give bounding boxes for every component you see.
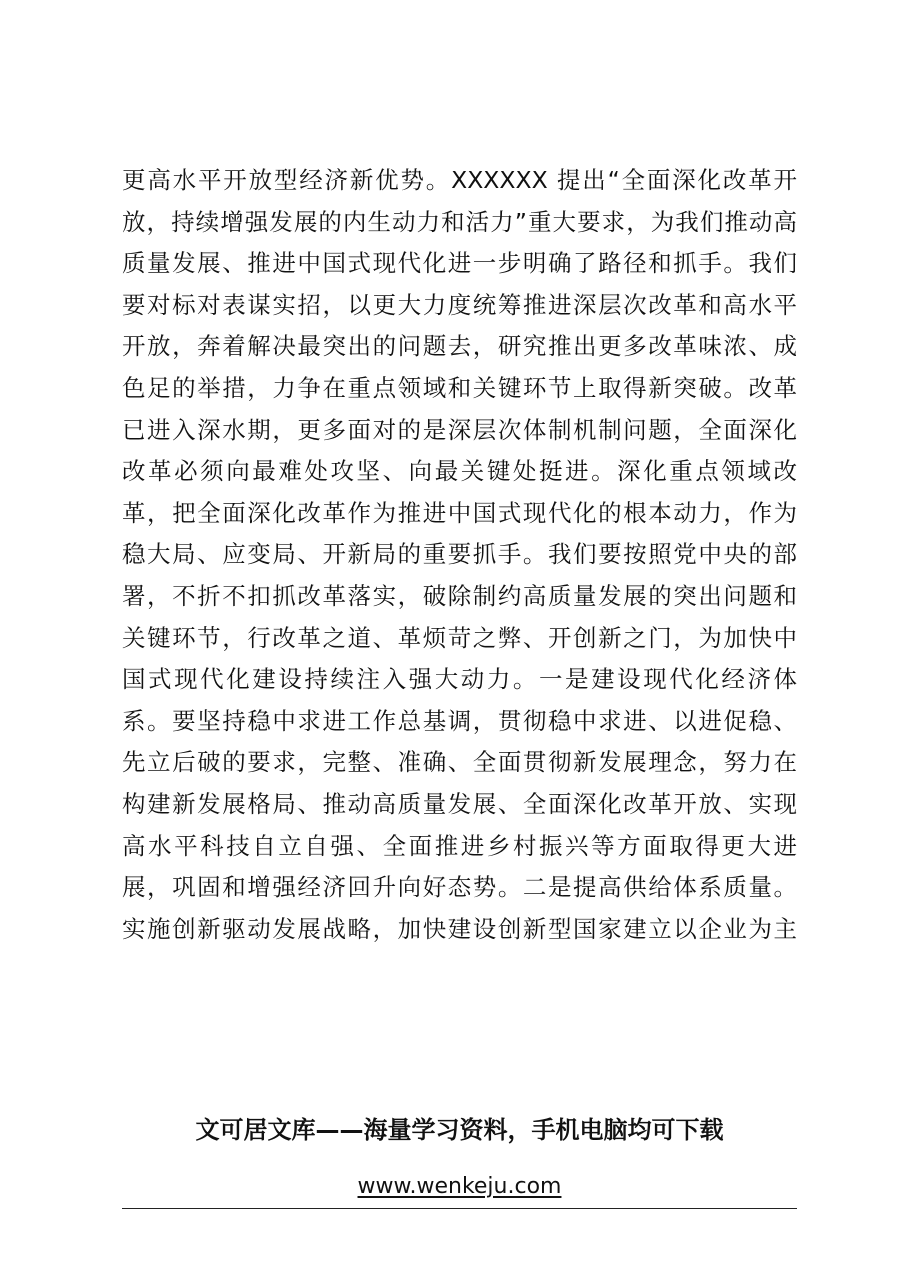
footer-title: 文可居文库——海量学习资料，手机电脑均可下载 [195,1116,724,1144]
footer-divider [122,1208,797,1209]
paragraph-line: 国式现代化建设持续注入强大动力。一是建设现代化经济体 [122,665,797,694]
paragraph-line: 改革必须向最难处攻坚、向最关键处挺进。深化重点领域改 [122,457,797,486]
paragraph-line: 色足的举措，力争在重点领域和关键环节上取得新突破。改革 [122,373,797,402]
paragraph-line: 稳大局、应变局、开新局的重要抓手。我们要按照党中央的部 [122,540,797,569]
paragraph-line: 展，巩固和增强经济回升向好态势。二是提高供给体系质量。 [122,873,797,902]
paragraph-line: 更高水平开放型经济新优势。XXXXXX 提出“全面深化改革开 [122,166,797,194]
paragraph-line: 关键环节，行改革之道、革烦苛之弊、开创新之门，为加快中 [122,623,797,652]
paragraph-line: 实施创新驱动发展战略，加快建设创新型国家建立以企业为主 [122,914,797,943]
paragraph-line: 开放，奔着解决最突出的问题去，研究推出更多改革味浓、成 [122,332,797,361]
paragraph-line: 先立后破的要求，完整、准确、全面贯彻新发展理念，努力在 [122,748,797,777]
paragraph-line: 高水平科技自立自强、全面推进乡村振兴等方面取得更大进 [122,831,797,860]
paragraph-line: 质量发展、推进中国式现代化进一步明确了路径和抓手。我们 [122,249,797,278]
paragraph-line: 构建新发展格局、推动高质量发展、全面深化改革开放、实现 [122,789,797,818]
paragraph-line: 已进入深水期，更多面对的是深层次体制机制问题，全面深化 [122,415,797,444]
page-footer [122,1110,797,1204]
paragraph-line: 系。要坚持稳中求进工作总基调，贯彻稳中求进、以进促稳、 [122,706,797,735]
footer-link[interactable]: www.wenkeju.com [357,1174,562,1199]
paragraph-line: 署，不折不扣抓改革落实，破除制约高质量发展的突出问题和 [122,581,797,610]
document-body [122,160,797,950]
paragraph-line: 要对标对表谋实招，以更大力度统筹推进深层次改革和高水平 [122,290,797,319]
paragraph-line: 革，把全面深化改革作为推进中国式现代化的根本动力，作为 [122,498,797,527]
paragraph-line: 放，持续增强发展的内生动力和活力”重大要求，为我们推动高 [122,207,797,236]
